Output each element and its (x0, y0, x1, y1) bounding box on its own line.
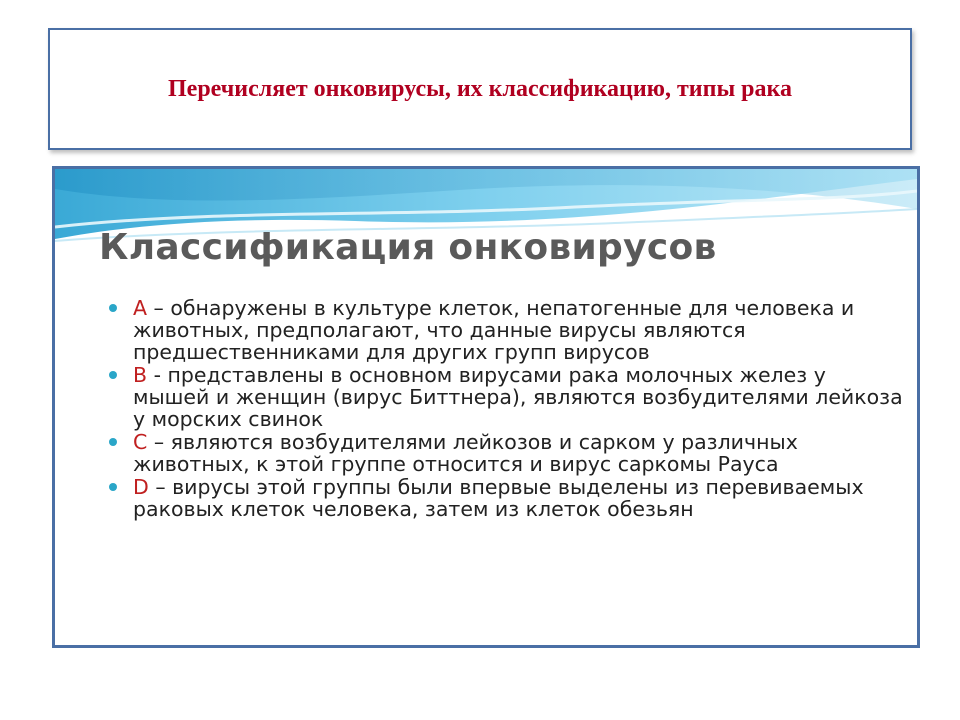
group-letter: A (133, 296, 148, 320)
list-item (103, 297, 903, 363)
bullet-dot-icon (109, 304, 117, 312)
group-description: – вирусы этой группы были впервые выделены из перевиваемых раковых клеток человека, затем из клеток обезьян (133, 475, 864, 521)
slide-image (52, 166, 920, 648)
list-item (103, 431, 903, 475)
classification-list (103, 297, 903, 521)
group-description: – являются возбудителями лейкозов и сарком у различных животных, к этой группе относится и вирус саркомы Рауса (133, 430, 798, 476)
slide-heading: Классификация онковирусов (99, 227, 717, 268)
list-item (103, 476, 903, 520)
group-letter: B (133, 363, 148, 387)
page-title: Перечисляет онковирусы, их классификацию, типы рака (168, 75, 792, 102)
group-letter: D (133, 475, 149, 499)
bullet-dot-icon (109, 371, 117, 379)
bullet-dot-icon (109, 483, 117, 491)
list-item (103, 364, 903, 430)
group-letter: C (133, 430, 148, 454)
bullet-dot-icon (109, 438, 117, 446)
group-description: – обнаружены в культуре клеток, непатогенные для человека и животных, предполагают, что данные вирусы являются предшественниками для других групп вирусов (133, 296, 855, 364)
title-box (48, 28, 912, 150)
group-description: - представлены в основном вирусами рака молочных желез у мышей и женщин (вирус Биттнера), являются возбудителями лейкоза у морских свинок (133, 363, 903, 431)
